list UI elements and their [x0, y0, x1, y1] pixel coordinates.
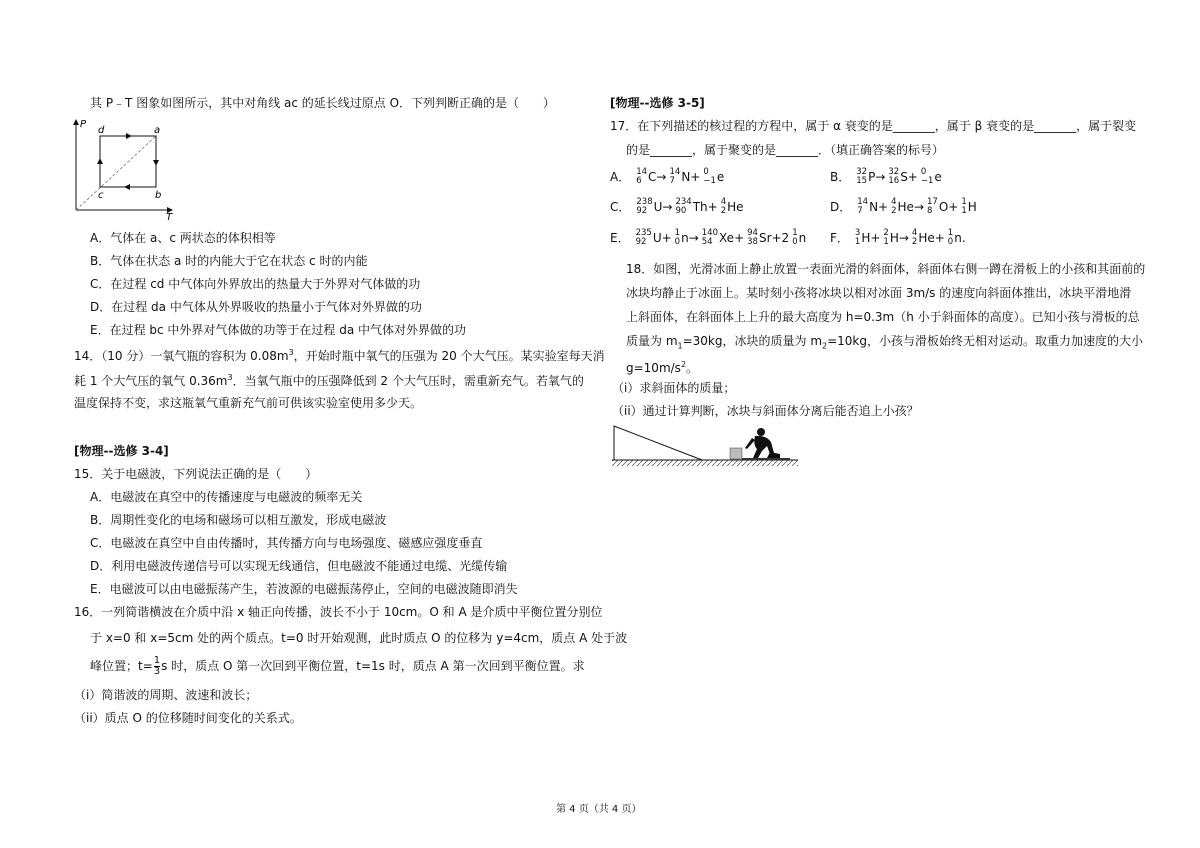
nuclide-indices: 140 54 [701, 228, 718, 247]
nuclide-indices: 1 0 [792, 228, 798, 247]
q16-line1: 16．一列简谐横波在介质中沿 x 轴正向传播，波长不小于 10cm。O 和 A 是介质中平衡位置分别位 [74, 605, 603, 619]
q16-sub-ii: （ii）质点 O 的位移随时间变化的关系式。 [74, 711, 302, 725]
nuclide-indices: 4 2 [911, 228, 918, 247]
q13-option-b: B．气体在状态 a 时的内能大于它在状态 c 时的内能 [90, 254, 368, 268]
q16-sub-i: （i）简谐波的周期、波速和波长； [74, 688, 258, 702]
arrow-da [126, 133, 132, 139]
nuclide-indices: 14 6 [636, 167, 648, 186]
nuclide-symbol: U+ [652, 231, 672, 245]
label-b: b [155, 190, 162, 201]
nuclide-indices: 0 −1 [703, 167, 716, 186]
nuclide-indices: 14 7 [669, 167, 681, 186]
label-t: T [166, 212, 173, 222]
nuclide-symbol: N+ [869, 200, 889, 214]
nuclide-indices: 94 38 [747, 228, 758, 247]
arrow-bc [124, 184, 130, 190]
q17-option-d [830, 198, 980, 216]
label-a: a [154, 125, 161, 136]
option-label: E． [610, 230, 630, 245]
q17-line1: 17．在下列描述的核过程的方程中，属于 α 衰变的是_______，属于 β 衰变的是_______，属于裂变 [610, 119, 1137, 133]
nuclide-symbol: e [716, 170, 725, 184]
q15-option-c: C．电磁波在真空中自由传播时，其传播方向与电场强度、磁感应强度垂直 [90, 536, 483, 550]
incline-ice-child-figure [610, 423, 802, 469]
nuclide-indices: 3 1 [854, 228, 861, 247]
q13-intro: 其 P﹣T 图象如图所示，其中对角线 ac 的延长线过原点 O．下列判断正确的是（ ） [90, 96, 556, 110]
nuclide-symbol: n→ [681, 231, 699, 245]
q14-line2: 耗 1 个大气压的氧气 $0.36m^3$．当氧气瓶中的压强降低到 2 个大气压时，需重新充气。若氧气的 [74, 373, 584, 388]
q17-option-f [830, 229, 969, 247]
nuclide-symbol: n. [954, 231, 966, 245]
q17-option-b [830, 168, 945, 186]
fraction-one-third: $\frac{1}{3}$ [153, 655, 161, 677]
q18-line5: $g=10m/s^2$。 [626, 360, 699, 375]
nuclide-indices: 14 7 [857, 197, 869, 216]
label-p: P [80, 119, 87, 130]
q17-line2: 的是_______，属于聚变的是_______．（填正确答案的标号） [626, 143, 945, 157]
q15-stem: 15．关于电磁波，下列说法正确的是（ ） [74, 467, 318, 481]
nuclide-symbol: U→ [653, 200, 673, 214]
nuclide-indices: 4 2 [720, 197, 727, 216]
nuclide-symbol: e [934, 170, 942, 184]
nuclide-symbol: H [967, 200, 977, 214]
nuclide-indices: 32 16 [888, 167, 900, 186]
nuclide-symbol: Xe+ [719, 231, 745, 245]
q13-option-c: C．在过程 cd 中气体向外界放出的热量大于外界对气体做的功 [90, 277, 421, 291]
pt-graph [68, 116, 180, 222]
q18-line3: 上斜面体，在斜面体上上升的最大高度为 h=0.3m（h 小于斜面体的高度）。已知小孩与滑板的总 [626, 310, 1140, 324]
q18-sub-i: （i）求斜面体的质量； [612, 381, 736, 395]
nuclide-symbol: He+ [918, 231, 945, 245]
nuclide-symbol: He [727, 200, 744, 214]
q14-line1: 14．（10 分）一氧气瓶的容积为 $0.08m^3$，开始时瓶中氧气的压强为 20 个大气压。某实验室每天消 [74, 348, 605, 363]
nuclide-indices: 4 2 [891, 197, 897, 216]
q17-option-e [610, 229, 809, 247]
arrow-ab [153, 160, 159, 166]
ice-block [730, 448, 742, 459]
nuclide-indices: 1 0 [947, 228, 954, 247]
incline-block [614, 426, 702, 460]
nuclide-symbol: S+ [900, 170, 918, 184]
option-label: A． [610, 169, 631, 184]
q18-line1: 18．如图，光滑冰面上静止放置一表面光滑的斜面体，斜面体右侧一蹲在滑板上的小孩和其面前的 [626, 262, 1146, 276]
nuclide-indices: 238 92 [636, 197, 653, 216]
q14-line3: 温度保持不变，求这瓶氧气重新充气前可供该实验室使用多少天。 [74, 396, 423, 410]
child-silhouette [745, 428, 780, 458]
q13-option-a: A．气体在 a、c 两状态的体积相等 [90, 231, 276, 245]
nuclide-symbol: H+ [861, 231, 881, 245]
ice-ground-hatch [612, 460, 798, 466]
nuclide-indices: 32 15 [856, 167, 868, 186]
q15-option-d: D．利用电磁波传递信号可以实现无线通信，但电磁波不能通过电缆、光缆传输 [90, 559, 508, 573]
q15-option-e: E．电磁波可以由电磁振荡产生，若波源的电磁振荡停止，空间的电磁波随即消失 [90, 582, 518, 596]
nuclide-symbol: C→ [648, 170, 667, 184]
nuclide-indices: 235 92 [635, 228, 652, 247]
nuclide-symbol: P→ [868, 170, 886, 184]
option-label: B． [830, 169, 851, 184]
nuclide-symbol: n [798, 231, 807, 245]
q18-line4: 质量为 $m_1=30kg$，冰块的质量为 $m_2=10kg$，小孩与滑板始终无相对运动。取重力加速度的大小 [626, 334, 1144, 351]
q15-option-a: A．电磁波在真空中的传播速度与电磁波的频率无关 [90, 490, 363, 504]
option-label: D． [830, 199, 852, 214]
nuclide-symbol: Sr+2 [758, 231, 790, 245]
q17-option-c [610, 198, 747, 216]
option-label: C． [610, 199, 631, 214]
q16-line2: 于 x=0 和 x=5cm 处的两个质点。t=0 时开始观测，此时质点 O 的位移为 y=4cm，质点 A 处于波 [90, 631, 628, 645]
q13-option-d: D．在过程 da 中气体从外界吸收的热量小于气体对外界做的功 [90, 300, 422, 314]
nuclide-indices: 234 90 [675, 197, 692, 216]
origin-diagonal [76, 136, 156, 210]
nuclide-symbol: O+ [938, 200, 959, 214]
nuclide-indices: 0 −1 [920, 167, 934, 186]
nuclide-indices: 1 1 [961, 197, 967, 216]
nuclide-indices: 1 0 [674, 228, 681, 247]
nuclide-symbol: Th+ [692, 200, 718, 214]
q17-option-a [610, 168, 727, 186]
option-label: F． [830, 230, 849, 245]
arrow-cd [97, 158, 103, 164]
section-3-5-heading: [物理--选修 3-5] [610, 96, 705, 110]
section-3-4-heading: [物理--选修 3-4] [74, 444, 169, 458]
nuclide-symbol: N+ [681, 170, 701, 184]
nuclide-symbol: He→ [897, 200, 924, 214]
q18-sub-ii: （ii）通过计算判断，冰块与斜面体分离后能否追上小孩？ [612, 404, 919, 418]
label-c: c [98, 190, 104, 201]
q18-line2: 冰块均静止于冰面上。某时刻小孩将冰块以相对冰面 3m/s 的速度向斜面体推出，冰块平滑地滑 [626, 286, 1132, 300]
nuclide-indices: 17 8 [927, 197, 938, 216]
q15-option-b: B．周期性变化的电场和磁场可以相互激发，形成电磁波 [90, 513, 387, 527]
nuclide-symbol: H→ [889, 231, 909, 245]
q13-option-e: E．在过程 bc 中外界对气体做的功等于在过程 da 中气体对外界做的功 [90, 323, 467, 337]
nuclide-indices: 2 1 [883, 228, 889, 247]
label-d: d [98, 125, 105, 136]
skateboard [742, 458, 790, 460]
q16-line3: 峰位置；t= $\frac{1}{3}$ s 时，质点 O 第一次回到平衡位置，t=1s 时，质点 A 第一次回到平衡位置。求 [90, 655, 585, 677]
page-footer: 第 4 页（共 4 页） [556, 804, 642, 815]
